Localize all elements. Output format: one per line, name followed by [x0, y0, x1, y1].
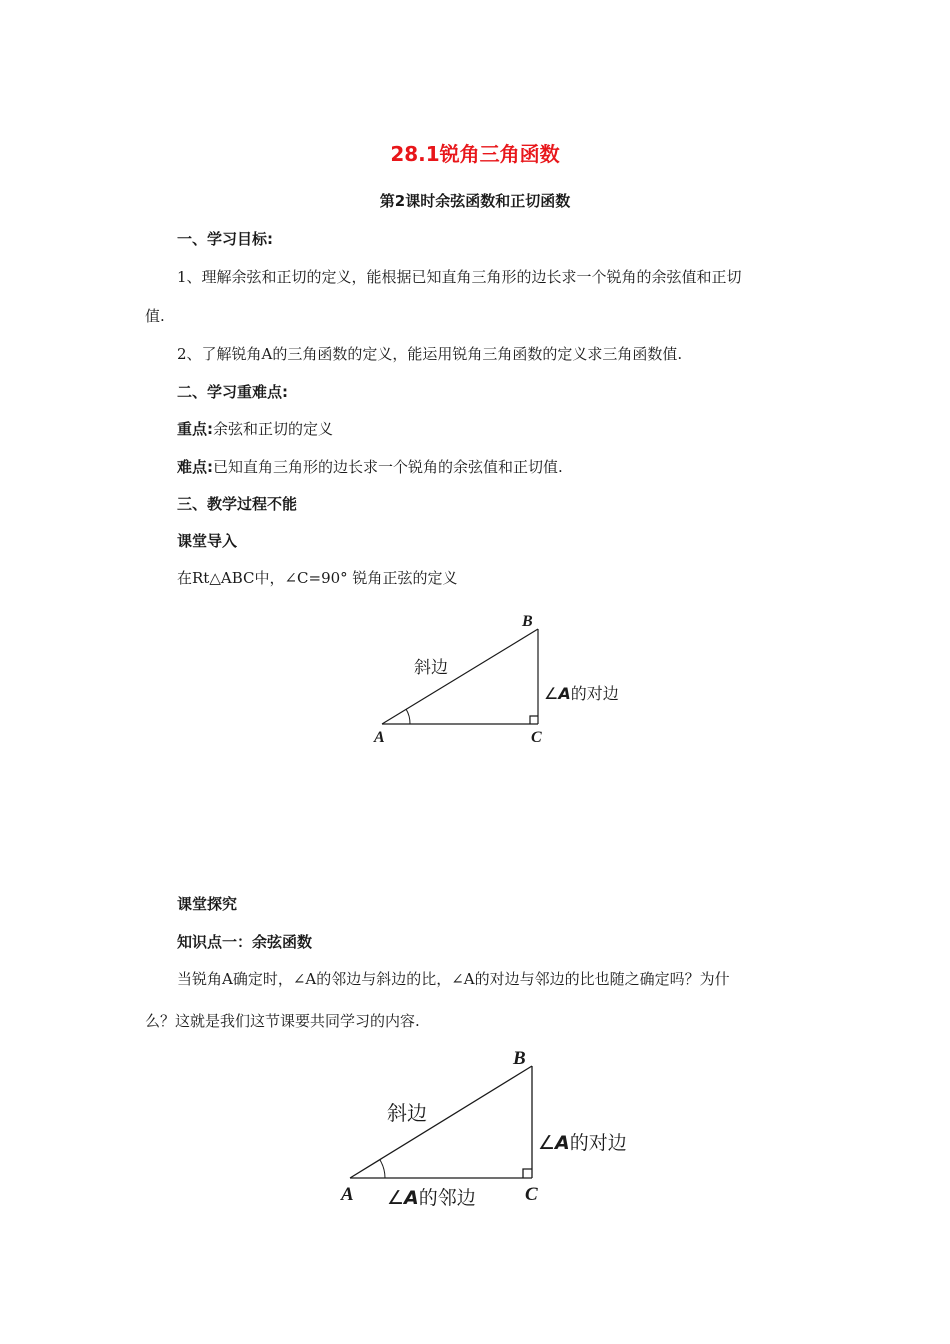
doc-title: 28.1锐角三角函数 [390, 142, 560, 166]
key-point-line [177, 418, 333, 439]
fig1-vertex-b: B [522, 613, 533, 630]
fig2-vertex-c: C [525, 1184, 538, 1205]
fig1-hypotenuse-label: 斜边 [414, 658, 448, 678]
kp1-heading: 知识点一：余弦函数 [177, 933, 313, 951]
doc-subtitle: 第2课时余弦函数和正切函数 [379, 192, 571, 210]
fig2-angle-arc [380, 1160, 385, 1178]
fig2-opposite-label [538, 1132, 627, 1154]
fig2-side-ab [350, 1066, 532, 1178]
hard-point-label: 难点: [177, 458, 213, 476]
fig2-adjacent-label [387, 1187, 476, 1209]
fig1-vertex-c: C [531, 729, 542, 746]
fig1-vertex-a: A [374, 729, 385, 746]
fig1-right-angle-mark [530, 716, 538, 724]
fig2-opposite-vertex: A [555, 1132, 570, 1154]
intro-heading: 课堂导入 [177, 532, 238, 550]
fig1-opposite-label [544, 684, 619, 703]
kp1-line1: 当锐角A确定时，∠A的邻边与斜边的比，∠A的对边与邻边的比也随之确定吗？为什 [177, 970, 730, 988]
intro-text: 在Rt△ABC中，∠C=90° 锐角正弦的定义 [177, 569, 458, 587]
fig2-opposite-angle-sign: ∠ [538, 1132, 556, 1154]
section1-item2: 2、了解锐角A的三角函数的定义，能运用锐角三角函数的定义求三角函数值. [177, 345, 683, 363]
section2-heading: 二、学习重难点: [177, 383, 288, 401]
fig1-side-ab [382, 629, 538, 724]
fig2-opposite-suffix: 的对边 [569, 1132, 627, 1154]
fig2-adjacent-suffix: 的邻边 [418, 1187, 476, 1209]
fig2-adjacent-angle-sign: ∠ [387, 1187, 405, 1209]
fig1-opposite-angle-sign: ∠ [544, 684, 559, 703]
key-point-text: 余弦和正切的定义 [213, 420, 334, 438]
hard-point-text: 已知直角三角形的边长求一个锐角的余弦值和正切值. [213, 458, 563, 476]
fig2-adjacent-vertex: A [404, 1187, 419, 1209]
hard-point-line [177, 456, 563, 477]
explore-heading: 课堂探究 [177, 895, 238, 913]
section1-heading: 一、学习目标: [177, 230, 273, 248]
section1-item1-line2: 值. [145, 307, 165, 325]
section3-heading: 三、教学过程不能 [177, 495, 298, 513]
fig2-right-angle-mark [523, 1169, 532, 1178]
fig1-opposite-suffix: 的对边 [570, 684, 619, 703]
triangle-figure-2 [335, 1042, 665, 1217]
kp1-line2: 么？这就是我们这节课要共同学习的内容. [145, 1012, 420, 1030]
fig2-vertex-b: B [513, 1048, 526, 1069]
fig1-opposite-vertex: A [558, 684, 571, 703]
triangle-figure-1 [370, 605, 650, 750]
fig2-vertex-a: A [341, 1184, 354, 1205]
key-point-label: 重点: [177, 420, 213, 438]
fig2-hypotenuse-label: 斜边 [387, 1101, 427, 1125]
section1-item1-line1: 1、理解余弦和正切的定义，能根据已知直角三角形的边长求一个锐角的余弦值和正切 [177, 268, 742, 286]
fig1-angle-arc [406, 709, 410, 724]
